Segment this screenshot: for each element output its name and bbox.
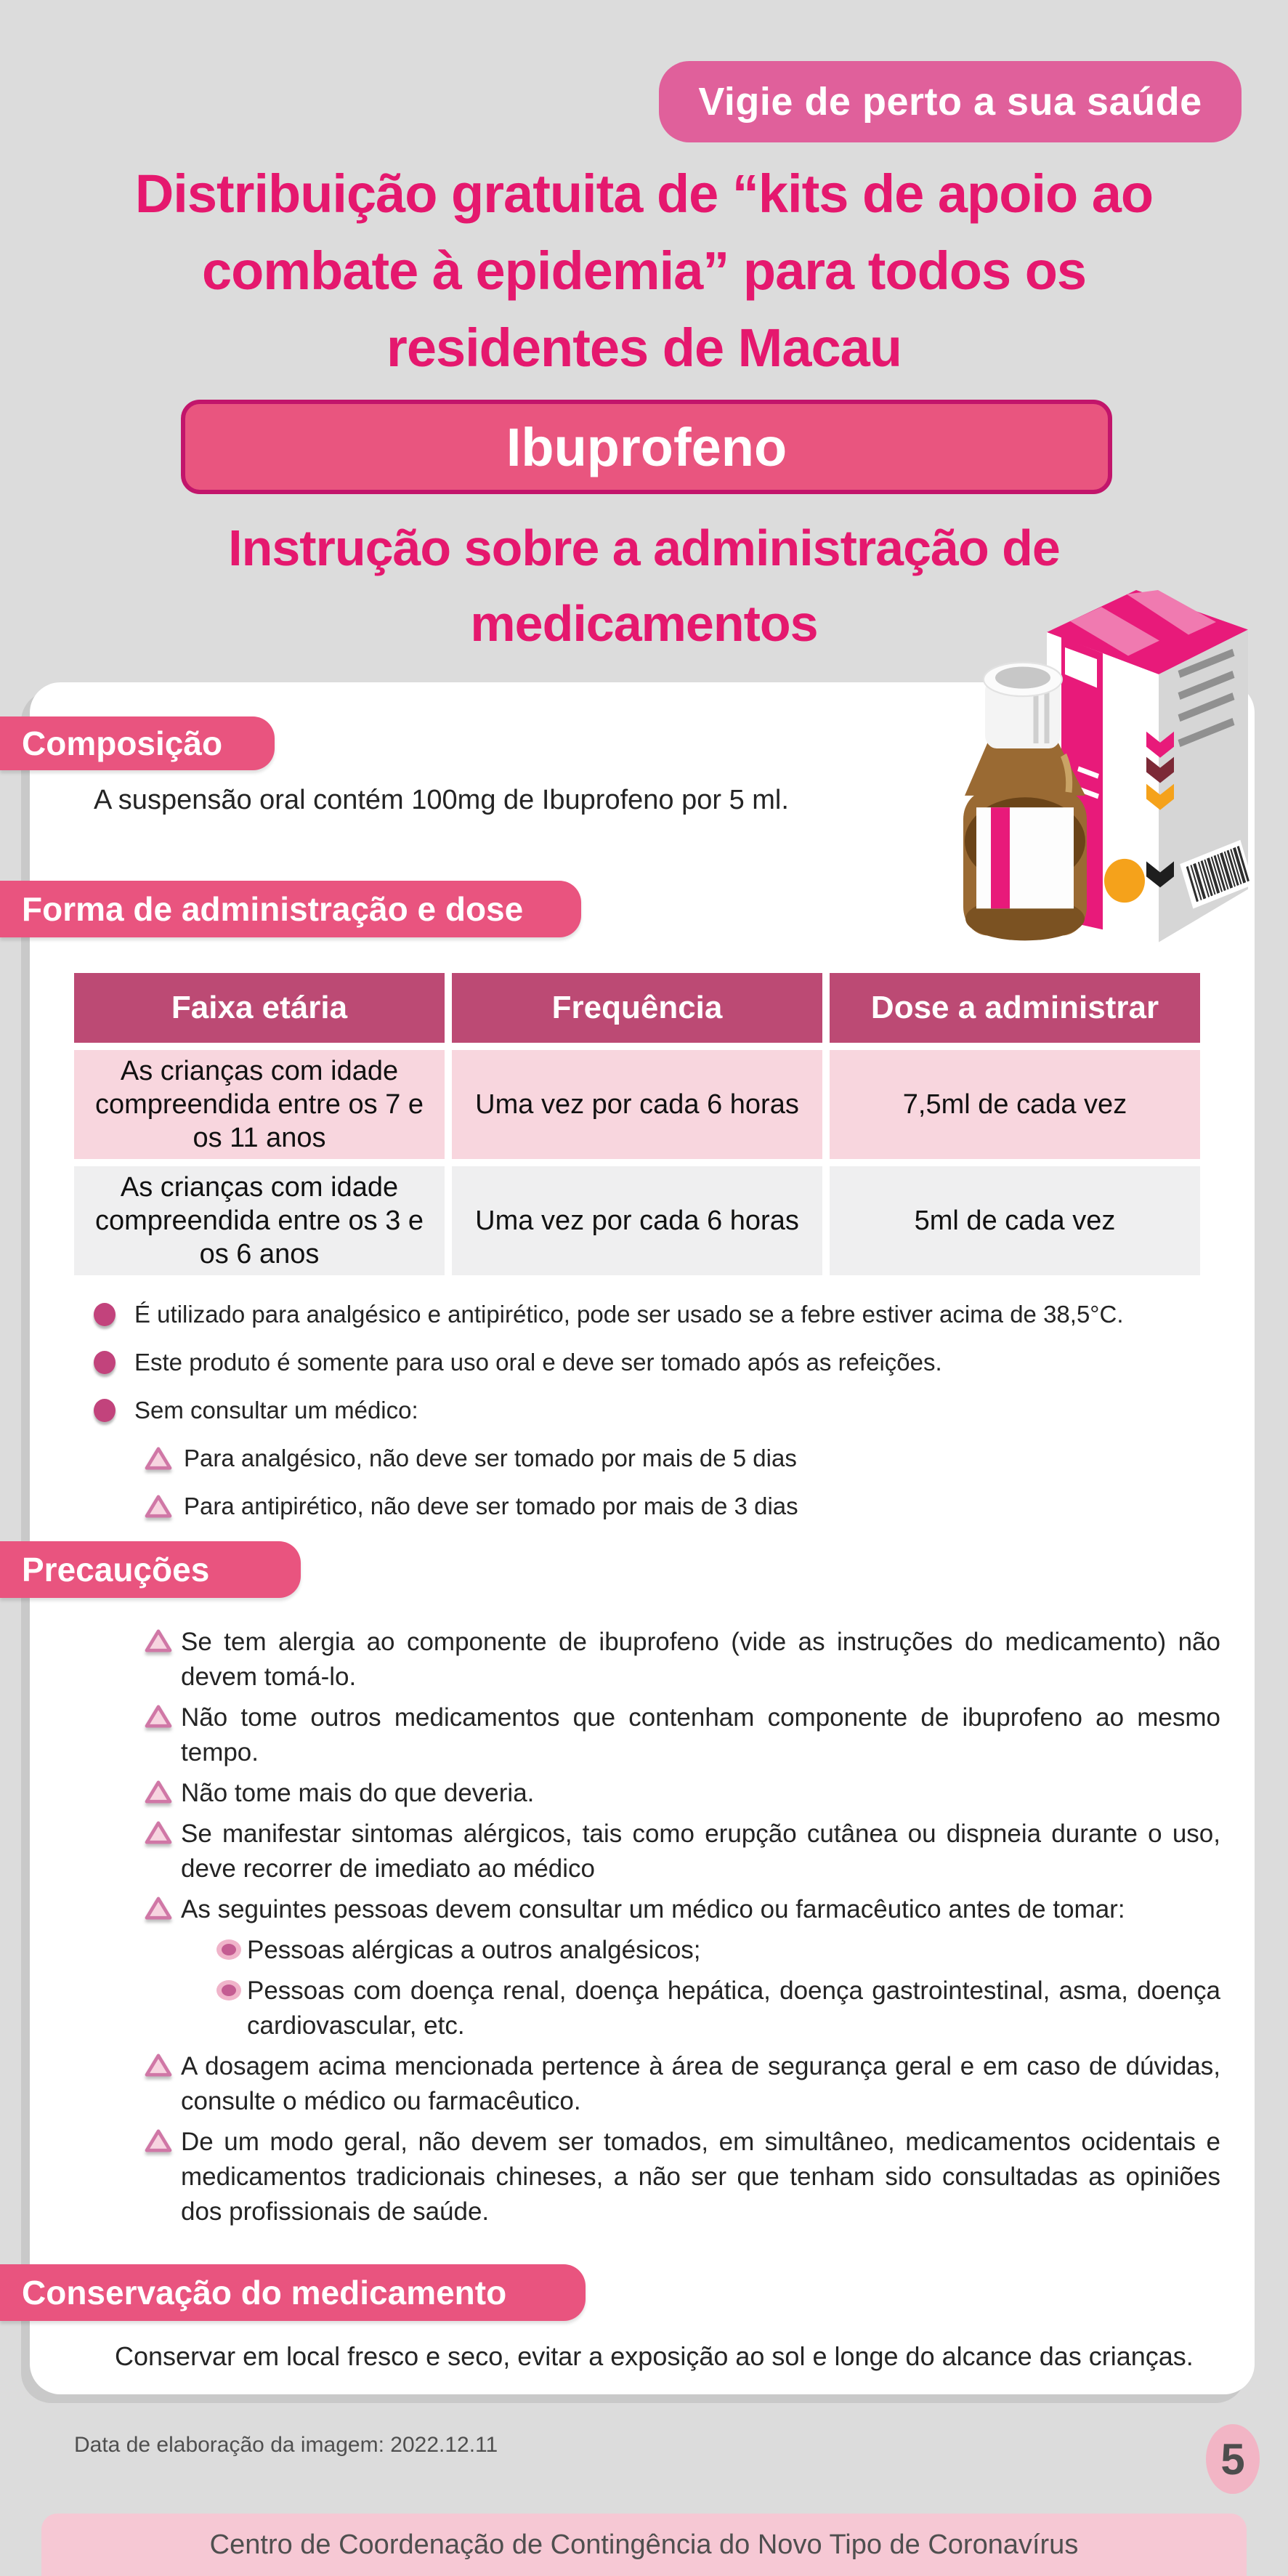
storage-text: Conservar em local fresco e seco, evitar a exposição ao sol e longe do alcance das crianças. (115, 2341, 1194, 2371)
list-item-text: Para analgésico, não deve ser tomado por mais de 5 dias (184, 1445, 797, 1471)
cell-frequency: Uma vez por cada 6 horas (452, 1050, 822, 1159)
cell-dose: 7,5ml de cada vez (830, 1050, 1200, 1159)
title-line-1: Distribuição gratuita de “kits de apoio ao (134, 163, 1154, 224)
precaution-item (145, 1817, 1220, 1886)
precaution-item (145, 1625, 1220, 1695)
precaution-text: Se manifestar sintomas alérgicos, tais como erupção cutânea ou dispneia durante o uso, deve recorrer de imediato ao médico (181, 1820, 1220, 1883)
table-row (74, 1050, 1200, 1159)
composition-text: A suspensão oral contém 100mg de Ibuprofeno por 5 ml. (94, 785, 789, 815)
precaution-text: Pessoas alérgicas a outros analgésicos; (247, 1936, 701, 1964)
list-item-text: Este produto é somente para uso oral e deve ser tomado após as refeições. (134, 1349, 942, 1376)
list-item (145, 1434, 1227, 1482)
page-number: 5 (1220, 2434, 1245, 2484)
section-tab-storage (0, 2264, 586, 2321)
precaution-text: Se tem alergia ao componente de ibuprofeno (vide as instruções do medicamento) não devem tomá-lo. (181, 1628, 1220, 1691)
triangle-icon (145, 1897, 172, 1920)
triangle-icon (145, 1780, 172, 1804)
section-heading: Conservação do medicamento (22, 2274, 507, 2311)
column-header-age: Faixa etária (74, 973, 445, 1043)
dot-icon (94, 1399, 116, 1422)
list-item-text: Sem consultar um médico: (134, 1397, 418, 1424)
list-item-text: Para antipirético, não deve ser tomado por mais de 3 dias (184, 1493, 798, 1519)
triangle-icon (145, 1705, 172, 1728)
precaution-text: A dosagem acima mencionada pertence à área de segurança geral e em caso de dúvidas, consulte o médico ou farmacêutico. (181, 2052, 1220, 2115)
dosage-table (74, 973, 1200, 1283)
column-header-frequency: Frequência (452, 973, 822, 1043)
subtitle-line-2: medicamentos (470, 595, 818, 652)
medicine-bottle-box-illustration (943, 590, 1284, 944)
precaution-item (145, 2049, 1220, 2119)
table-row (74, 1166, 1200, 1275)
section-tab-dosage (0, 881, 581, 937)
health-watch-badge (659, 61, 1242, 142)
precaution-sub-item (216, 1974, 1220, 2043)
cell-age: As crianças com idade compreendida entre os 7 e os 11 anos (74, 1050, 445, 1159)
cell-frequency: Uma vez por cada 6 horas (452, 1166, 822, 1275)
title-line-3: residentes de Macau (386, 318, 902, 378)
subtitle-line-1: Instrução sobre a administração de (228, 520, 1060, 576)
badge-label: Vigie de perto a sua saúde (698, 80, 1202, 124)
precaution-sub-item (216, 1933, 1220, 1968)
dot-icon (94, 1351, 116, 1374)
section-heading: Precauções (22, 1551, 210, 1588)
triangle-icon (145, 1495, 172, 1518)
section-heading: Forma de administração e dose (22, 890, 524, 928)
cell-age: As crianças com idade compreendida entre os 3 e os 6 anos (74, 1166, 445, 1275)
footer-text: Centro de Coordenação de Contingência do Novo Tipo de Coronavírus (209, 2529, 1079, 2560)
usage-notes-list (94, 1291, 1227, 1530)
list-item (94, 1339, 1227, 1386)
triangle-icon (145, 2054, 172, 2077)
cell-dose: 5ml de cada vez (830, 1166, 1200, 1275)
list-item (145, 1482, 1227, 1530)
triangle-icon (145, 1447, 172, 1470)
footer-band (41, 2514, 1247, 2576)
precaution-text: De um modo geral, não devem ser tomados, em simultâneo, medicamentos ocidentais e medicamentos tradicionais chineses, a não ser que tenham sido consultadas as opiniões dos profissionais de saúde. (181, 2128, 1220, 2226)
list-item-text: É utilizado para analgésico e antipirético, pode ser usado se a febre estiver acima de 38,5°C. (134, 1301, 1124, 1328)
drug-name-banner (181, 400, 1112, 494)
page-title (0, 156, 1288, 387)
precaution-text: As seguintes pessoas devem consultar um médico ou farmacêutico antes de tomar: (181, 1895, 1125, 1923)
precaution-text: Não tome outros medicamentos que contenham componente de ibuprofeno ao mesmo tempo. (181, 1703, 1220, 1767)
section-tab-precautions (0, 1541, 301, 1598)
title-line-2: combate à epidemia” para todos os (201, 241, 1087, 301)
triangle-icon (145, 2129, 172, 2152)
precaution-item (145, 1892, 1220, 1927)
dot-icon (94, 1303, 116, 1326)
date-note: Data de elaboração da imagem: 2022.12.11 (74, 2433, 498, 2457)
precaution-item (145, 2125, 1220, 2229)
precaution-item (145, 1700, 1220, 1770)
list-item (94, 1291, 1227, 1339)
column-header-dose: Dose a administrar (830, 973, 1200, 1043)
list-item (94, 1386, 1227, 1434)
precaution-text: Pessoas com doença renal, doença hepática, doença gastrointestinal, asma, doença cardiovascular, etc. (247, 1977, 1220, 2040)
table-header-row (74, 973, 1200, 1043)
precautions-list (145, 1625, 1220, 2235)
triangle-icon (145, 1821, 172, 1844)
section-tab-composition (0, 716, 275, 770)
ring-icon (216, 1939, 241, 1960)
triangle-icon (145, 1629, 172, 1652)
precaution-text: Não tome mais do que deveria. (181, 1779, 535, 1807)
precaution-item (145, 1776, 1220, 1811)
section-heading: Composição (22, 724, 223, 762)
ring-icon (216, 1980, 241, 2000)
drug-name-label: Ibuprofeno (506, 416, 787, 477)
page-number-badge (1206, 2424, 1260, 2494)
